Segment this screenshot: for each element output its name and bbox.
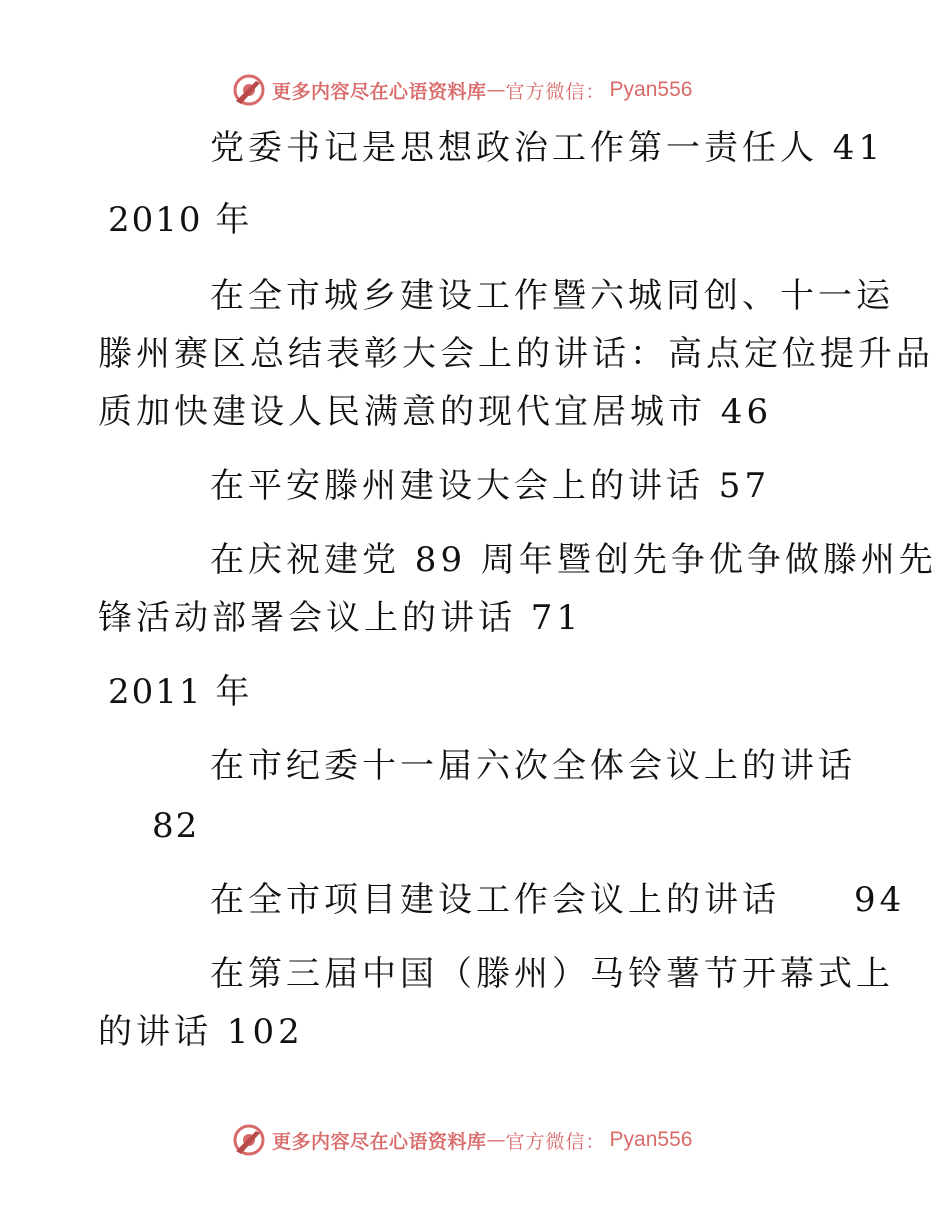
toc-entry: 在庆祝建党 89 周年暨创先争优争做滕州先 bbox=[210, 540, 937, 580]
toc-entry-continued: 滕州赛区总结表彰大会上的讲话：高点定位提升品 bbox=[98, 334, 934, 374]
toc-entry-continued: 质加快建设人民满意的现代宜居城市 46 bbox=[98, 392, 773, 432]
toc-entry-continued: 的讲话 102 bbox=[98, 1012, 304, 1052]
page-number: 82 bbox=[152, 806, 200, 846]
footer-banner bbox=[232, 1120, 732, 1160]
banner-wechat-label: 官方微信： bbox=[505, 80, 606, 103]
pen-logo-icon bbox=[232, 73, 266, 107]
toc-entry: 在平安滕州建设大会上的讲话 57 bbox=[210, 466, 771, 506]
year-heading: 2010 年 bbox=[108, 200, 252, 240]
banner-wechat-id: Pyan556 bbox=[609, 78, 693, 101]
banner-separator: — bbox=[486, 1129, 506, 1151]
banner-text: 更多内容尽在心语资料库 bbox=[272, 1130, 487, 1153]
banner-separator: — bbox=[486, 79, 506, 101]
banner-wechat-label: 官方微信： bbox=[505, 1130, 606, 1153]
pen-logo-icon bbox=[232, 1123, 266, 1157]
banner-wechat-id: Pyan556 bbox=[609, 1128, 693, 1151]
toc-entry-continued: 锋活动部署会议上的讲话 71 bbox=[98, 598, 583, 638]
banner-text: 更多内容尽在心语资料库 bbox=[272, 80, 487, 103]
toc-entry: 在第三届中国（滕州）马铃薯节开幕式上 bbox=[210, 954, 894, 994]
year-heading: 2011 年 bbox=[108, 672, 252, 712]
toc-entry: 党委书记是思想政治工作第一责任人 41 bbox=[210, 128, 885, 168]
toc-entry: 在全市项目建设工作会议上的讲话 94 bbox=[210, 880, 906, 920]
toc-entry: 在全市城乡建设工作暨六城同创、十一运 bbox=[210, 276, 894, 316]
header-banner bbox=[232, 70, 732, 110]
toc-entry: 在市纪委十一届六次全体会议上的讲话 bbox=[210, 746, 856, 786]
